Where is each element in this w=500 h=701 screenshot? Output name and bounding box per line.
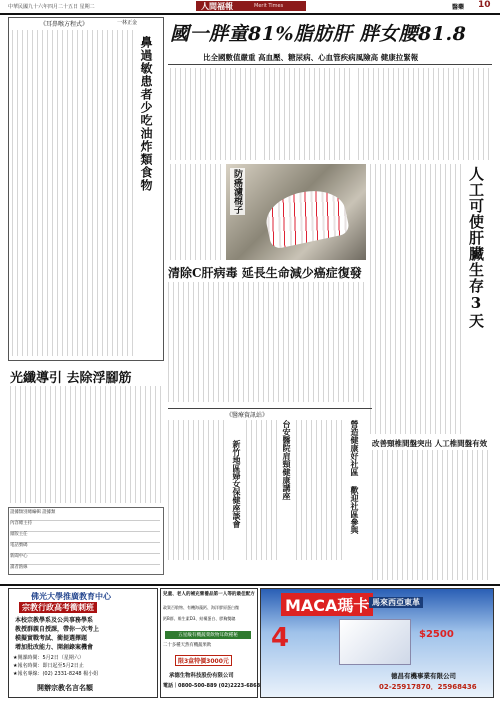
left-bottom-body bbox=[10, 386, 162, 503]
staff-row bbox=[10, 532, 160, 543]
notice-vertical-2: 台安醫院肩頸健康講座 bbox=[282, 420, 292, 500]
notice-vertical-3: 營造健康好社區 歡迎社區參與 bbox=[350, 420, 360, 534]
staff-row-label: 電話號碼 bbox=[10, 543, 28, 548]
ad-right-product-image bbox=[339, 619, 411, 665]
right-article-body bbox=[370, 164, 462, 434]
ad-middle-company: 承德生物科技股份有限公司 bbox=[169, 673, 234, 679]
brand-name: 人間福報 bbox=[201, 1, 233, 11]
ad-middle-title: 兒童、老人的補充營養品第一人等的最佳配方 bbox=[163, 592, 255, 597]
column-vertical-headline: 鼻過敏患者少吃油炸類食物 bbox=[139, 36, 153, 192]
ad-right-tagline: 馬來西亞東革 bbox=[369, 597, 423, 608]
ad-left-org: 佛光大學推廣教育中心 bbox=[31, 591, 111, 601]
main-headline: 國一胖童81%脂肪肝 胖女腰81.8 bbox=[170, 23, 467, 45]
staff-row bbox=[10, 543, 160, 554]
photo-caption: 防癌濾棍子 bbox=[230, 168, 245, 215]
ad-right-company: 德昌有機事業有限公司 bbox=[391, 672, 456, 680]
brand-subtitle: Merit Times bbox=[254, 3, 284, 9]
staff-row-label: 讀者熱線 bbox=[10, 565, 28, 570]
staff-row bbox=[10, 554, 160, 565]
notice-label: 《醫療資訊站》 bbox=[226, 412, 269, 419]
notice-body-1 bbox=[168, 420, 228, 560]
staff-rows bbox=[10, 510, 160, 575]
staff-row bbox=[10, 565, 160, 575]
staff-row-label: 證據類別總編輯 bbox=[10, 510, 41, 515]
photo-card-fan bbox=[262, 184, 351, 250]
column-title: 《耳鼻喉方程式》 bbox=[40, 21, 89, 28]
ad-right-price: $2500 bbox=[419, 629, 454, 640]
left-bottom-headline: 光纖導引 去除浮腳筋 bbox=[10, 371, 132, 386]
ad-left-line2: 教授群親自授課，帶你一次考上 bbox=[15, 626, 100, 633]
ad-left-line1: 本校宗教學系及公共事務學系 bbox=[15, 617, 94, 624]
staff-row-label: 內容總主持 bbox=[10, 521, 32, 526]
ad-left-info2: ★報名時間：即日起至5月2日止 bbox=[13, 663, 84, 669]
notice-body-3 bbox=[296, 420, 346, 560]
staff-row-label: 頭版主任 bbox=[10, 532, 28, 537]
ad-middle-line3: 二十多種天然有機蔬果飲 bbox=[163, 643, 212, 648]
ad-left-info3: ★報名專線：(02) 2331-8248 楊小姐 bbox=[13, 671, 99, 677]
header-date: 中華民國九十六年四月二十五日 星期二 bbox=[8, 4, 95, 10]
staff-row-value: 證據類 bbox=[42, 510, 56, 515]
article-body-3 bbox=[358, 68, 492, 160]
ad-right bbox=[260, 588, 494, 698]
column-author: 一林正金 bbox=[117, 20, 138, 26]
ad-right-phone: 02-25917870．25968436 bbox=[379, 683, 477, 691]
ad-left-footer: 開辦宗教名言名額 bbox=[37, 683, 93, 692]
ad-middle-line1: 政質百敬物、有機海藻鈣、海洋膠原蛋白微 bbox=[163, 605, 239, 610]
ad-left-info1: ★開課時間：5月2日（星期六） bbox=[13, 655, 84, 661]
right-sub-body bbox=[372, 450, 492, 580]
ads-rule bbox=[0, 584, 500, 586]
article-photo bbox=[226, 164, 366, 260]
right-sub-headline: 改善頸椎間盤突出 人工椎間盤有效 bbox=[372, 439, 488, 448]
ad-middle bbox=[160, 588, 261, 698]
notice-vertical-1: 新竹地區婦女保健座談會 bbox=[232, 440, 242, 528]
ad-middle-price: 限3盒特價3000元 bbox=[175, 655, 232, 666]
headline-rule bbox=[168, 64, 492, 65]
column-body-text bbox=[12, 30, 135, 356]
header-rule bbox=[0, 13, 500, 15]
ad-left-course: 宗教行政高考衝刺班 bbox=[19, 602, 97, 613]
staff-row-label: 新聞中心 bbox=[10, 554, 28, 559]
notice-rule bbox=[168, 408, 372, 409]
article-body-1 bbox=[170, 68, 260, 160]
ad-left-line4: 增加批改能力、開創錄案機會 bbox=[15, 644, 94, 651]
staff-row bbox=[10, 510, 160, 521]
section2-body bbox=[168, 282, 366, 402]
header-brand-bar bbox=[196, 1, 306, 11]
right-vertical-headline: 人工可使肝臟生存3天 bbox=[467, 166, 485, 329]
header-page-number: 10 bbox=[478, 0, 491, 10]
staff-row bbox=[10, 521, 160, 532]
ad-middle-cta: 五星級有機蔬菜飲物耳飲種秘 bbox=[165, 631, 251, 639]
notice-body-2 bbox=[246, 420, 280, 560]
ad-left bbox=[8, 588, 158, 698]
header-section: 醫藥 bbox=[452, 4, 465, 11]
section2-headline: 清除C肝病毒 延長生命減少癌症復發 bbox=[168, 266, 362, 280]
photo-side-text bbox=[170, 164, 222, 260]
main-subheadline: 比全國數值嚴重 高血壓、糖尿病、心血管疾病風險高 健康拉緊報 bbox=[203, 53, 419, 62]
ad-middle-phone: 電話｜0800-500-889 (02)2223-6868 bbox=[163, 683, 261, 689]
ad-left-line3: 模擬實戰考試、衝提選擇題 bbox=[15, 635, 88, 642]
ad-right-title: MACA瑪卡 bbox=[281, 593, 373, 616]
article-body-2 bbox=[264, 68, 354, 160]
ad-middle-line2: 鈣B群、維生素D3、結構蛋白、膠麴雙聰 bbox=[163, 616, 236, 621]
ad-right-number: 4 bbox=[271, 623, 290, 653]
